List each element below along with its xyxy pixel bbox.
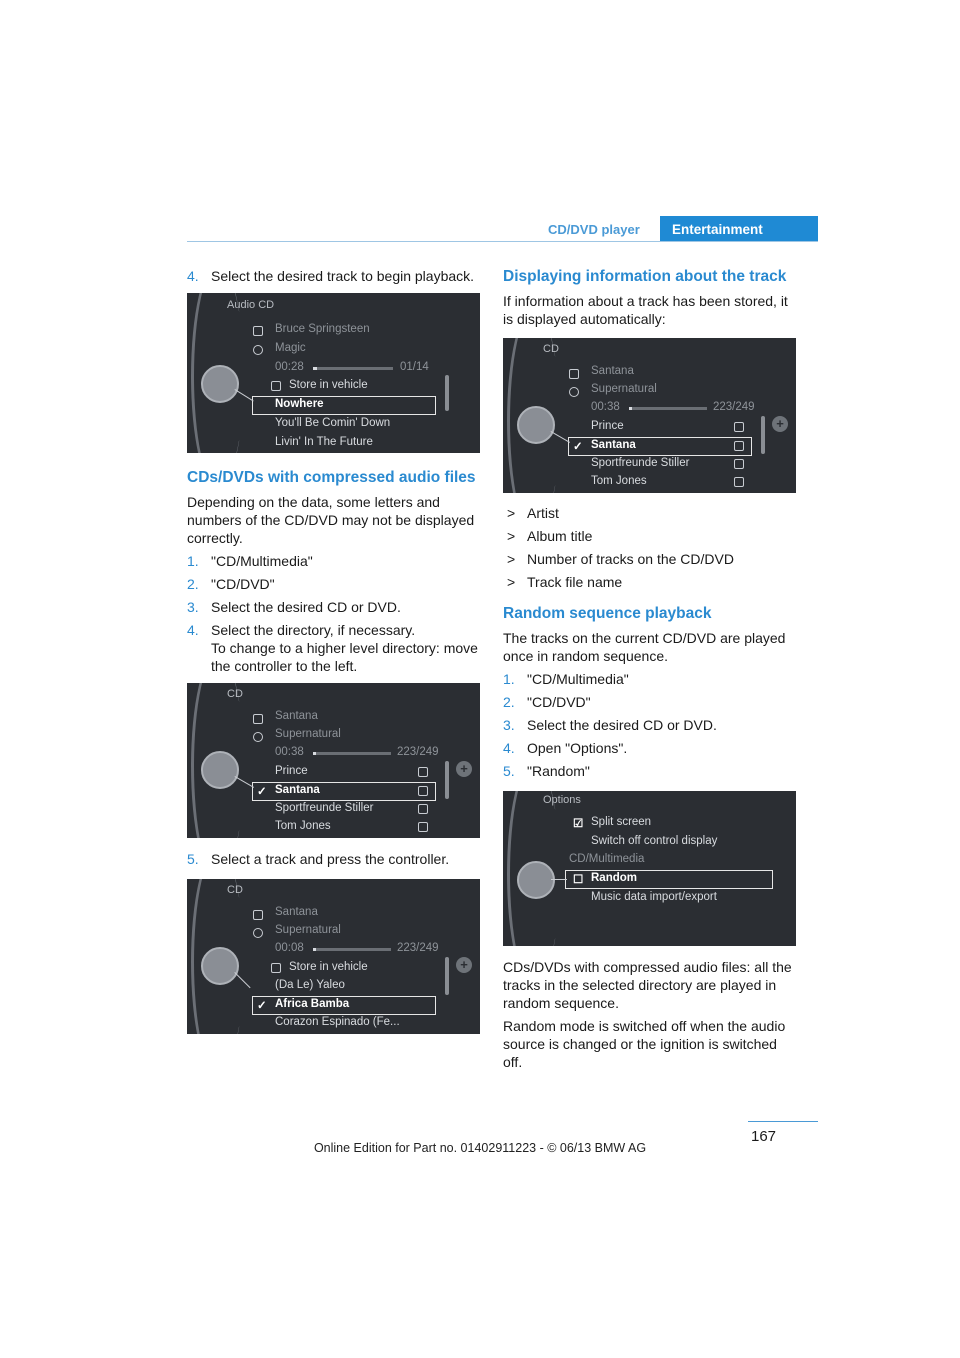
store-in-vehicle: Store in vehicle	[289, 379, 368, 391]
step-number: 5.	[187, 851, 199, 867]
chapter-tab: Entertainment	[660, 216, 818, 242]
plus-icon: +	[456, 957, 472, 973]
check-icon: ✓	[257, 786, 267, 798]
section-heading: CDs/DVDs with compressed audio files	[187, 469, 476, 486]
step-text: "CD/Multimedia"	[527, 671, 629, 687]
step-number: 3.	[187, 599, 199, 615]
bullet-mark: >	[507, 505, 516, 521]
page-number-rule	[748, 1121, 818, 1122]
left-column-top	[187, 267, 483, 290]
album-label: Supernatural	[591, 383, 657, 395]
track-item: Sportfreunde Stiller	[591, 457, 690, 469]
pointer-line	[551, 879, 567, 880]
track-item: You'll Be Comin' Down	[275, 417, 391, 429]
album-label: Supernatural	[275, 924, 341, 936]
step-number: 4.	[187, 268, 199, 284]
option-group-label: CD/Multimedia	[569, 853, 645, 865]
step-item	[187, 598, 483, 616]
time-label: 00:28	[275, 361, 304, 373]
paragraph: The tracks on the current CD/DVD are played once in random sequence.	[503, 630, 786, 664]
step-text: "Random"	[527, 763, 590, 779]
track-item: Nowhere	[275, 398, 324, 410]
paragraph: Depending on the data, some letters and numbers of the CD/DVD may not be displayed correctly.	[187, 494, 475, 546]
step-number: 2.	[503, 694, 515, 710]
screenshot-audio-cd	[187, 293, 480, 453]
step-number: 1.	[503, 671, 515, 687]
track-count: 223/249	[397, 942, 439, 954]
folder-icon	[734, 477, 744, 487]
progress-bar	[313, 367, 393, 370]
check-icon: ✓	[573, 441, 583, 453]
option-item: Random	[591, 872, 637, 884]
track-item: Prince	[591, 420, 624, 432]
track-count: 223/249	[397, 746, 439, 758]
screenshot-track-info	[503, 338, 796, 493]
step-text: Select the desired CD or DVD.	[211, 599, 401, 615]
progress-fill	[313, 948, 316, 951]
store-icon	[271, 963, 281, 973]
step-item	[187, 850, 483, 868]
bullet-item	[503, 550, 799, 568]
step-item	[503, 670, 799, 688]
bullet-text: Number of tracks on the CD/DVD	[527, 551, 734, 567]
check-icon: ✓	[257, 1000, 267, 1012]
step-number: 5.	[503, 763, 515, 779]
step-text	[211, 621, 483, 675]
checkbox-checked-icon: ☑	[573, 818, 584, 830]
option-item: Music data import/export	[591, 891, 717, 903]
right-column-bottom	[503, 958, 799, 1076]
paragraph: CDs/DVDs with compressed audio files: all the tracks in the selected directory are played in random sequence.	[503, 959, 792, 1011]
bullet-item	[503, 527, 799, 545]
screenshot-cd-directory	[187, 683, 480, 838]
step-item	[187, 552, 483, 570]
folder-icon	[734, 459, 744, 469]
footer-text: Online Edition for Part no. 01402911223 - © 06/13 BMW AG	[313, 1141, 647, 1155]
right-column-top	[503, 268, 799, 333]
track-item: Sportfreunde Stiller	[275, 802, 374, 814]
step-number: 1.	[187, 553, 199, 569]
section-title: CD/DVD player	[548, 222, 640, 237]
artist-label: Santana	[275, 710, 318, 722]
step-text: "CD/DVD"	[527, 694, 591, 710]
folder-icon	[418, 822, 428, 832]
step-text: Open "Options".	[527, 740, 628, 756]
controller-knob-icon	[517, 861, 555, 899]
step-number: 4.	[187, 622, 199, 638]
scrollbar	[445, 375, 449, 411]
track-count: 01/14	[400, 361, 429, 373]
header-rule	[187, 241, 818, 242]
screenshot-cd-tracks	[187, 879, 480, 1034]
bullet-text: Track file name	[527, 574, 623, 590]
artist-label: Santana	[275, 906, 318, 918]
album-icon	[569, 387, 579, 397]
album-label: Magic	[275, 342, 306, 354]
bullet-item	[503, 573, 799, 591]
screen-title: Audio CD	[227, 299, 275, 311]
left-column-mid	[187, 469, 483, 680]
step-item	[503, 762, 799, 780]
progress-bar	[313, 752, 391, 755]
scrollbar	[445, 761, 449, 799]
bullet-text: Album title	[527, 528, 593, 544]
checkbox-empty-icon: ☐	[573, 874, 584, 886]
step-number: 3.	[503, 717, 515, 733]
plus-icon: +	[456, 761, 472, 777]
bullet-item	[503, 504, 799, 522]
bullet-mark: >	[507, 574, 516, 590]
progress-bar	[629, 407, 707, 410]
plus-icon: +	[772, 416, 788, 432]
scrollbar	[761, 416, 765, 454]
screen-title: Options	[543, 794, 581, 806]
progress-fill	[629, 407, 632, 410]
track-item: Prince	[275, 765, 308, 777]
time-label: 00:38	[275, 746, 304, 758]
bullet-mark: >	[507, 551, 516, 567]
step-text: Select the desired CD or DVD.	[527, 717, 717, 733]
time-label: 00:08	[275, 942, 304, 954]
track-item: Santana	[591, 439, 636, 451]
step-text-line: To change to a higher level directory: move the controller to the left.	[211, 640, 478, 674]
page-number: 167	[751, 1128, 777, 1145]
bullet-mark: >	[507, 528, 516, 544]
paragraph: Random mode is switched off when the audio source is changed or the ignition is switched off.	[503, 1018, 786, 1070]
artist-icon	[253, 910, 263, 920]
section-heading: Random sequence playback	[503, 605, 712, 622]
option-item: Switch off control display	[591, 835, 718, 847]
folder-icon	[418, 804, 428, 814]
track-item: Tom Jones	[275, 820, 331, 832]
step-item	[187, 621, 483, 675]
folder-icon	[734, 441, 744, 451]
step-text-line: Select the directory, if necessary.	[211, 622, 416, 638]
progress-bar	[313, 948, 391, 951]
scrollbar	[445, 957, 449, 995]
step-item	[503, 693, 799, 711]
store-in-vehicle: Store in vehicle	[289, 961, 368, 973]
step-item	[187, 575, 483, 593]
folder-icon	[418, 786, 428, 796]
time-label: 00:38	[591, 401, 620, 413]
album-icon	[253, 928, 263, 938]
right-column-mid	[503, 504, 799, 785]
bullet-text: Artist	[527, 505, 559, 521]
track-item: Africa Bamba	[275, 998, 350, 1010]
track-count: 223/249	[713, 401, 755, 413]
progress-fill	[313, 752, 316, 755]
album-label: Supernatural	[275, 728, 341, 740]
step-text: Select a track and press the controller.	[211, 851, 450, 867]
step-text: Select the desired track to begin playback.	[211, 268, 475, 284]
controller-knob-icon	[201, 751, 239, 789]
track-item: Tom Jones	[591, 475, 647, 487]
track-item: (Da Le) Yaleo	[275, 979, 345, 991]
album-icon	[253, 732, 263, 742]
album-icon	[253, 345, 263, 355]
option-item: Split screen	[591, 816, 652, 828]
step-text: "CD/DVD"	[211, 576, 275, 592]
folder-icon	[734, 422, 744, 432]
screen-title: CD	[543, 343, 559, 355]
artist-icon	[569, 369, 579, 379]
track-item: Santana	[275, 784, 320, 796]
step-item	[187, 267, 483, 285]
step-item	[503, 716, 799, 734]
screenshot-options	[503, 791, 796, 946]
section-heading: Displaying information about the track	[503, 268, 787, 285]
step-item	[503, 739, 799, 757]
screen-title: CD	[227, 884, 243, 896]
artist-icon	[253, 714, 263, 724]
folder-icon	[418, 767, 428, 777]
controller-knob-icon	[517, 406, 555, 444]
screen-title: CD	[227, 688, 243, 700]
left-column-bottom	[187, 850, 483, 873]
track-item: Corazon Espinado (Fe...	[275, 1016, 400, 1028]
artist-icon	[253, 326, 263, 336]
artist-label: Bruce Springsteen	[275, 323, 370, 335]
artist-label: Santana	[591, 365, 634, 377]
controller-knob-icon	[201, 947, 239, 985]
step-number: 2.	[187, 576, 199, 592]
paragraph: If information about a track has been stored, it is displayed automatically:	[503, 293, 788, 327]
step-text: "CD/Multimedia"	[211, 553, 313, 569]
track-item: Livin' In The Future	[275, 436, 373, 448]
step-number: 4.	[503, 740, 515, 756]
store-icon	[271, 381, 281, 391]
controller-knob-icon	[201, 365, 239, 403]
progress-fill	[313, 367, 317, 370]
